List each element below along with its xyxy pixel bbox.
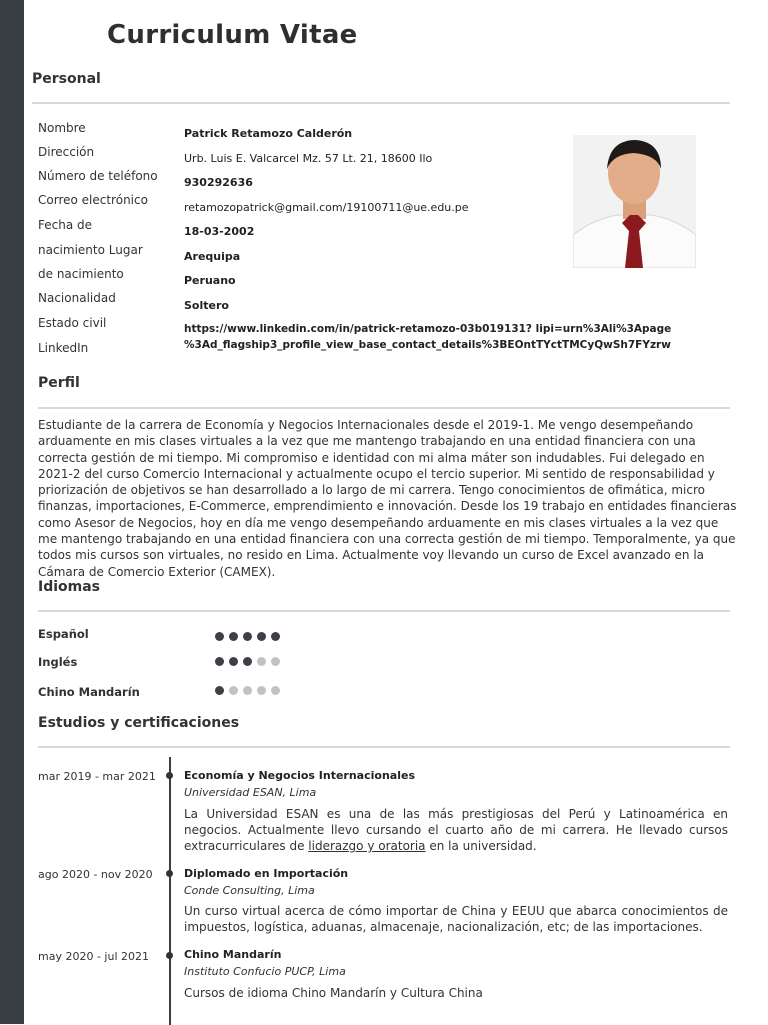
education-date: ago 2020 - nov 2020 <box>38 868 153 881</box>
value-direccion: Urb. Luis E. Valcarcel Mz. 57 Lt. 21, 18600 Ilo <box>184 152 433 165</box>
level-dot-filled <box>229 632 238 641</box>
description-text: La Universidad ESAN es una de las más prestigiosas del Perú y Latinoamérica en negocios. Actualmente llevo cursando el cuarto año de mi carrera. He llevado cursos extracurriculares de <box>184 807 728 853</box>
label-nombre: Nombre <box>38 121 86 135</box>
timeline-dot <box>166 952 173 959</box>
value-telefono: 930292636 <box>184 176 253 189</box>
divider <box>38 746 730 748</box>
level-dot-empty <box>243 686 252 695</box>
education-institution: Universidad ESAN, Lima <box>184 786 317 799</box>
value-linkedin-line-1[interactable]: https://www.linkedin.com/in/patrick-retamozo-03b019131? lipi=urn%3Ali%3Apage <box>184 323 672 335</box>
level-dot-empty <box>271 657 280 666</box>
profile-photo <box>573 135 696 268</box>
language-name: Español <box>38 627 89 641</box>
document-title: Curriculum Vitae <box>107 20 358 50</box>
description-underlined-text: liderazgo y oratoria <box>308 839 426 853</box>
level-dot-filled <box>215 657 224 666</box>
value-lugar-nacimiento: Arequipa <box>184 250 241 263</box>
education-description: Cursos de idioma Chino Mandarín y Cultura China <box>184 986 483 1000</box>
label-nacionalidad: Nacionalidad <box>38 291 116 305</box>
label-correo: Correo electrónico <box>38 193 148 207</box>
value-fecha-nacimiento: 18-03-2002 <box>184 225 255 238</box>
level-dot-empty <box>229 686 238 695</box>
label-nacimiento-lugar: nacimiento Lugar <box>38 243 143 257</box>
value-nacionalidad: Peruano <box>184 274 236 287</box>
label-telefono: Número de teléfono <box>38 169 158 183</box>
language-level-dots <box>215 686 280 695</box>
timeline-dot <box>166 772 173 779</box>
education-institution: Conde Consulting, Lima <box>184 884 315 897</box>
education-description <box>184 806 728 854</box>
education-description: Un curso virtual acerca de cómo importar de China y EEUU que abarca conocimientos de impuestos, logística, aduanas, almacenaje, nacionalización, etc; de las importaciones. <box>184 904 728 934</box>
label-de-nacimiento: de nacimiento <box>38 267 124 281</box>
level-dot-filled <box>243 632 252 641</box>
label-direccion: Dirección <box>38 145 95 159</box>
level-dot-empty <box>257 657 266 666</box>
section-title-personal: Personal <box>32 71 101 87</box>
label-fecha: Fecha de <box>38 218 92 232</box>
level-dot-filled <box>243 657 252 666</box>
portrait-illustration <box>573 135 696 268</box>
level-dot-empty <box>257 686 266 695</box>
value-nombre: Patrick Retamozo Calderón <box>184 127 353 140</box>
left-sidebar-bar <box>0 0 24 1024</box>
section-title-idiomas: Idiomas <box>38 579 101 595</box>
divider <box>38 407 730 409</box>
education-title: Diplomado en Importación <box>184 867 349 880</box>
section-title-perfil: Perfil <box>38 375 80 391</box>
divider <box>38 610 730 612</box>
education-title: Chino Mandarín <box>184 948 282 961</box>
label-estado-civil: Estado civil <box>38 316 107 330</box>
level-dot-filled <box>257 632 266 641</box>
language-name: Chino Mandarín <box>38 685 140 699</box>
level-dot-filled <box>229 657 238 666</box>
value-correo[interactable]: retamozopatrick@gmail.com/19100711@ue.edu.pe <box>184 201 469 214</box>
value-linkedin-line-2[interactable]: %3Ad_flagship3_profile_view_base_contact_details%3BEOntTYctTMCyQwSh7FYzrw <box>184 339 671 351</box>
level-dot-filled <box>215 632 224 641</box>
level-dot-filled <box>215 686 224 695</box>
level-dot-filled <box>271 632 280 641</box>
section-title-estudios: Estudios y certificaciones <box>38 715 240 731</box>
language-level-dots <box>215 632 280 641</box>
timeline-line <box>169 757 171 1025</box>
language-name: Inglés <box>38 655 78 669</box>
divider <box>32 102 730 104</box>
education-date: may 2020 - jul 2021 <box>38 950 149 963</box>
level-dot-empty <box>271 686 280 695</box>
description-text: en la universidad. <box>425 839 537 853</box>
profile-text: Estudiante de la carrera de Economía y Negocios Internacionales desde el 2019-1. Me vengo desempeñando arduamente en mis clases virtuales a la vez que me mantengo trabajando en una entidad financiera con una correcta gestión de mi tiempo. Mi compromiso e identidad con mi alma máter son indudables. Fui delegado en 2021-2 del curso Comercio Internacional y actualmente ocupo el tercio superior. Mi sentido de responsabilidad y priorización de objetivos se han desarrollado a lo largo de mi carrera. Tengo conocimientos de ofimática, micro finanzas, importaciones, E-Commerce, emprendimiento e innovación. Desde los 19 trabajo en entidades financieras como Asesor de Negocios, hoy en día me vengo desempeñando arduamente en mis clases virtuales a la vez que me mantengo trabajando en una entidad financiera con una correcta gestión de mi tiempo. Temporalmente, ya que todos mis cursos son virtuales, no resido en Lima. Actualmente voy llevando un curso de Excel avanzado en la Cámara de Comercio Exterior (CAMEX). <box>38 418 737 579</box>
education-title: Economía y Negocios Internacionales <box>184 769 415 782</box>
education-institution: Instituto Confucio PUCP, Lima <box>184 965 346 978</box>
value-estado-civil: Soltero <box>184 299 229 312</box>
timeline-dot <box>166 870 173 877</box>
label-linkedin: LinkedIn <box>38 341 89 355</box>
education-date: mar 2019 - mar 2021 <box>38 770 156 783</box>
language-level-dots <box>215 657 280 666</box>
